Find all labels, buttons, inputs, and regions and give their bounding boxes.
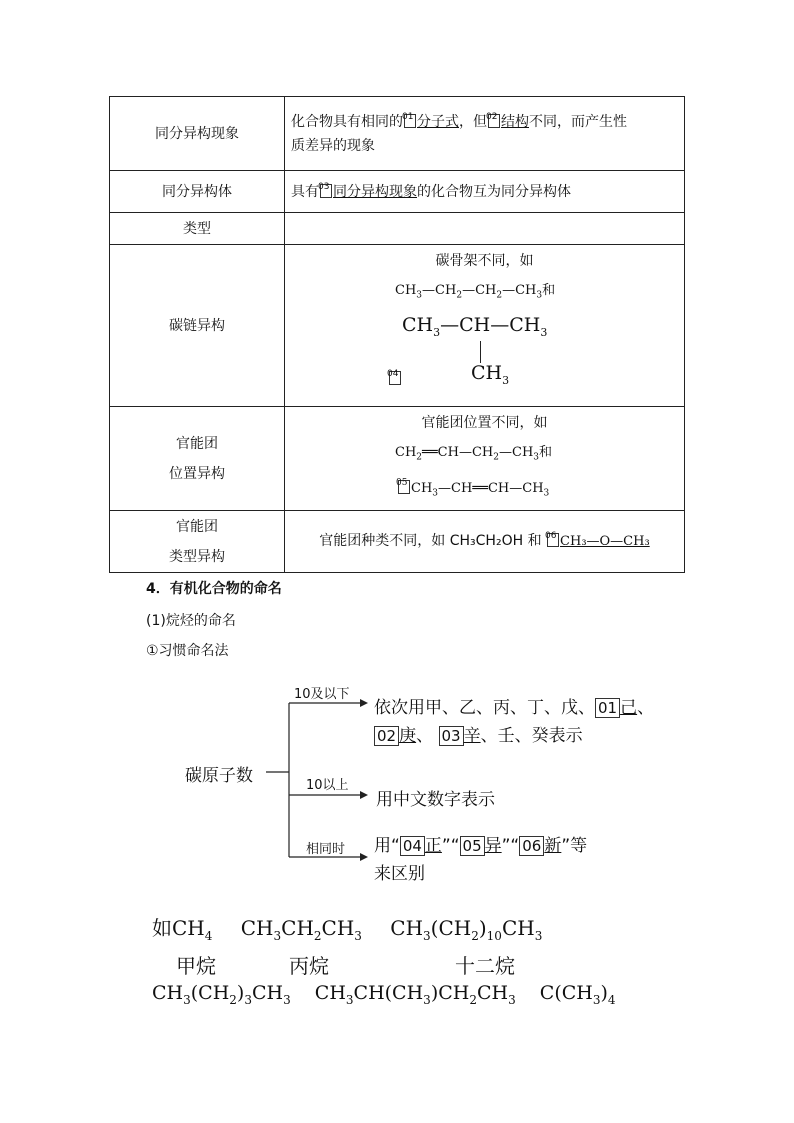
blank-marker: 03 [320,184,332,198]
blank-marker: 04 [389,371,401,385]
answer: 辛 [463,726,481,746]
row-label: 类型 [110,213,285,245]
row-title: 碳骨架不同，如 [435,253,534,269]
answer: 庚 [399,726,417,746]
branch-text: 用中文数字表示 [376,790,495,810]
formula-n-butane: $CH_3—CH_2—CH_2—CH_3$和 [395,283,556,301]
text: 、 [416,726,434,746]
formula-isobutane: $CH_3—CH—CH_3$ [402,314,548,339]
answer-box: 01 [595,698,620,718]
formula-1-butene: $CH_2══CH—CH_2—CH_3$和 [395,445,553,463]
row-label-line: 位置异构 [169,465,225,482]
example-formulas-row2: $CH_3(CH_2)_3CH_3$ $CH_3CH(CH_3)CH_2CH_3$ $C(CH_3)_4$ [152,982,616,1007]
example-name: 十二烷 [455,954,515,978]
answer: 异 [484,836,502,856]
tree-root: 碳原子数 [185,766,253,786]
text: 不同，而产生性 [529,113,627,130]
branch-label: 10以上 [306,778,349,793]
example-name: 甲烷 [176,954,216,978]
text: 用“ [374,836,400,856]
text: 质差异的现象 [291,137,375,154]
blank-marker: 01 [404,114,416,128]
text: ”“ [501,836,520,856]
formula-methyl: $CH_3$ [471,362,510,387]
text: ”“ [441,836,460,856]
blank-marker: 06 [547,533,559,547]
text: 化合物具有相同的 [291,113,403,130]
row-title: 官能团位置不同，如 [421,415,548,431]
text: 具有 [291,183,319,200]
answer-box: 04 [400,836,425,856]
row-label: 同分异构体 [110,171,285,213]
row-label: 碳链异构 [110,245,285,407]
answer: 结构 [501,113,529,130]
row-label-line: 官能团 [176,435,218,452]
answer-box: 03 [439,726,464,746]
branch-label: 相同时 [306,842,346,857]
answer: 新 [544,836,562,856]
subsection-heading: (1)烷烃的命名 [146,613,236,629]
branch-text [374,831,587,856]
text: 官能团种类不同，如 CH₃CH₂OH 和 [319,533,542,549]
answer: CH₃—O—CH₃ [560,534,650,549]
text: 、壬、癸表示 [480,726,583,746]
example-prefix: 如 [152,916,172,940]
answer-box: 05 [460,836,485,856]
example-name: 丙烷 [289,954,329,978]
answer-box: 06 [519,836,544,856]
text: 的化合物互为同分异构体 [417,183,571,200]
row-label-line: 类型异构 [169,548,225,565]
blank-marker: 05 [398,480,410,494]
branch-text [374,693,654,718]
branch-text: 来区别 [374,864,425,884]
text: ，但 [459,113,487,130]
answer: 己 [620,698,638,718]
formula-2-butene: 05 $CH_3—CH══CH—CH_3$ [396,478,550,499]
text: ”等 [561,836,588,856]
row-label: 同分异构现象 [110,97,285,171]
answer: 正 [424,836,442,856]
text: 、 [637,698,655,718]
blank-marker: 02 [488,114,500,128]
answer: 同分异构现象 [333,183,417,200]
branch-label: 10及以下 [294,687,350,702]
example-formulas-row1: 如$CH_4$ $CH_3CH_2CH_3$ $CH_3(CH_2)_{10}CH_3$ [152,916,543,943]
subsection-heading: ①习惯命名法 [146,643,229,659]
answer: 分子式 [417,113,459,130]
branch-text [374,721,583,746]
text: 依次用甲、乙、丙、丁、戊、 [374,698,595,718]
row-label-line: 官能团 [176,518,218,535]
answer-box: 02 [374,726,399,746]
section-heading: 4．有机化合物的命名 [146,581,282,597]
